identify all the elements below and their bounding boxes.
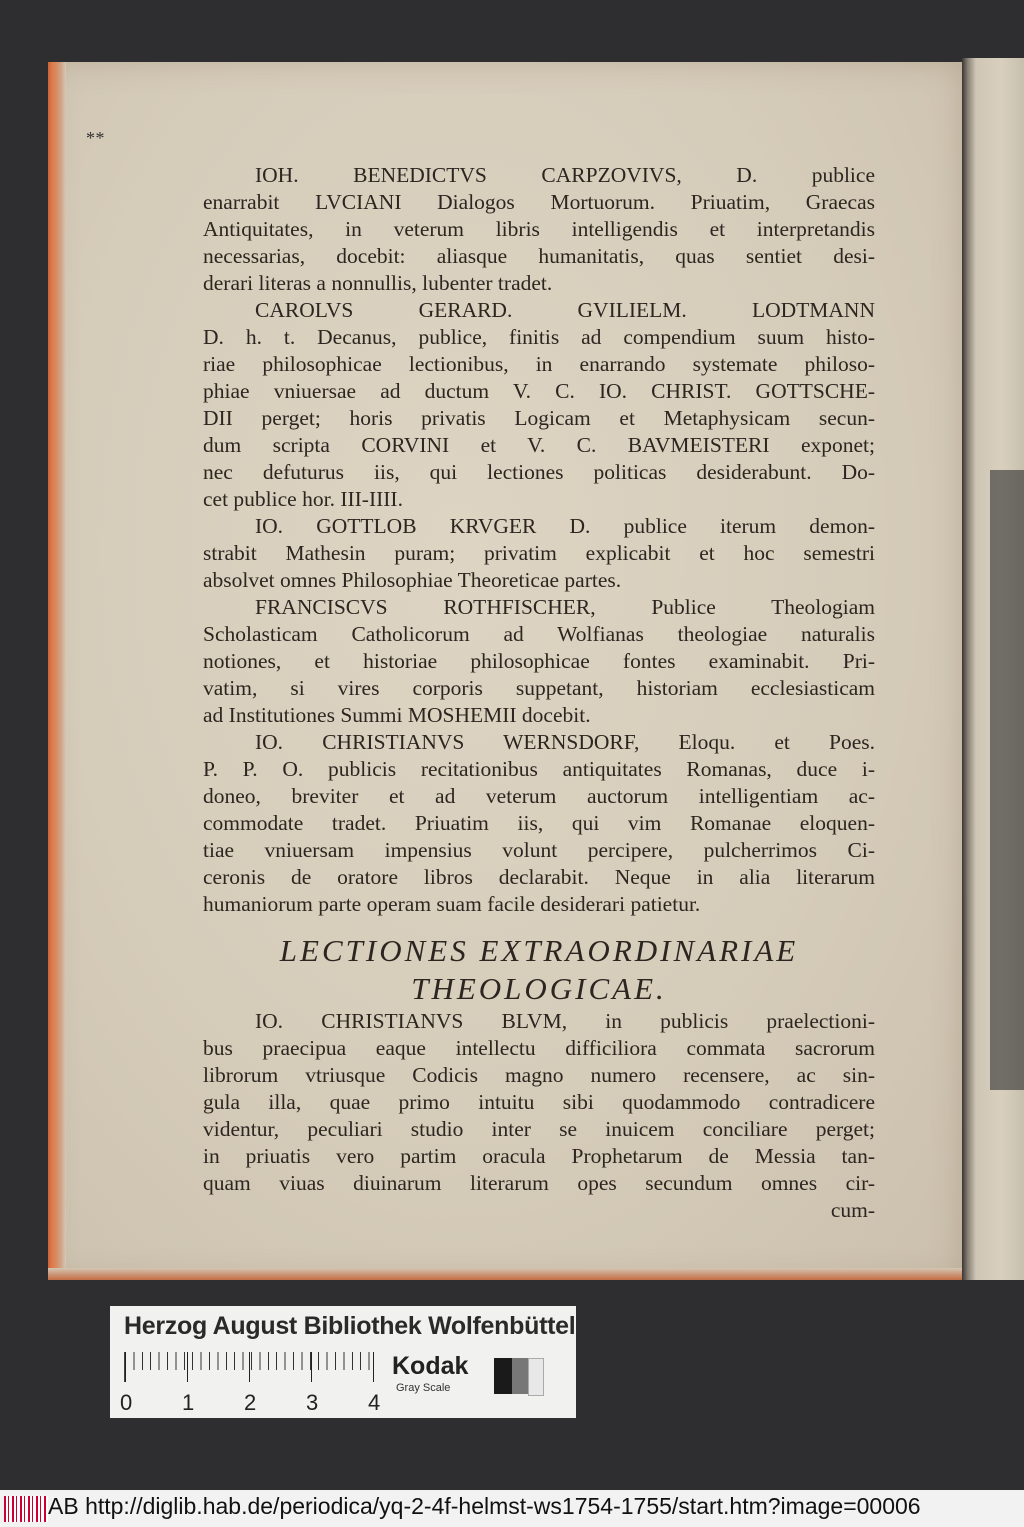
text-line: tiae vniuersam impensius volunt percipere, pulcherrimos Ci- <box>203 838 875 862</box>
source-url-bar <box>0 1490 1024 1527</box>
text-line: D. h. t. Decanus, publice, finitis ad compendium suum histo- <box>203 325 875 349</box>
text-line: enarrabit LVCIANI Dialogos Mortuorum. Priuatim, Graecas <box>203 190 875 214</box>
card-title: Herzog August Bibliothek Wolfenbüttel <box>124 1312 576 1340</box>
gray-swatch-white <box>528 1358 544 1396</box>
text-line: Antiquitates, in veterum libris intelligendis et interpretandis <box>203 217 875 241</box>
text-line: IO. GOTTLOB KRVGER D. publice iterum demon- <box>255 514 875 538</box>
text-line: gula illa, quae primo intuitu sibi quodammodo contradicere <box>203 1090 875 1114</box>
ruler-tick <box>249 1352 250 1382</box>
text-line: in priuatis vero partim oracula Prophetarum de Messia tan- <box>203 1144 875 1168</box>
barcode-icon <box>4 1496 48 1522</box>
text-line: bus praecipua eaque intellectu difficiliora commata sacrorum <box>203 1036 875 1060</box>
text-line: ceronis de oratore libros declarabit. Neque in alia literarum <box>203 865 875 889</box>
scale-ruler <box>124 1352 377 1382</box>
text-line: Scholasticam Catholicorum ad Wolfianas theologiae naturalis <box>203 622 875 646</box>
source-url-link[interactable]: AB http://diglib.hab.de/periodica/yq-2-4f-helmst-ws1754-1755/start.htm?image=00006 <box>48 1493 921 1519</box>
gray-swatch-mid <box>512 1358 528 1394</box>
section-heading-line-2: THEOLOGICAE. <box>411 971 667 1006</box>
gray-scale-label: Gray Scale <box>396 1382 451 1394</box>
page-bottom-edge <box>48 1268 962 1280</box>
gray-swatch-black <box>494 1358 512 1394</box>
text-block-theology <box>203 1008 875 1224</box>
color-calibration-card <box>110 1306 576 1418</box>
text-line: commodate tradet. Priuatim iis, qui vim Romanae eloquen- <box>203 811 875 835</box>
text-line: IO. CHRISTIANVS BLVM, in publicis praelectioni- <box>255 1009 875 1033</box>
text-line: DII perget; horis privatis Logicam et Metaphysicam secun- <box>203 406 875 430</box>
page-mark: * * <box>86 128 103 148</box>
scale-number: 2 <box>244 1390 257 1415</box>
text-line: cet publice hor. III-IIII. <box>203 487 403 511</box>
text-line: FRANCISCVS ROTHFISCHER, Publice Theologiam <box>255 595 875 619</box>
ruler-tick <box>373 1352 374 1382</box>
text-line: CAROLVS GERARD. GVILIELM. LODTMANN <box>255 298 875 322</box>
text-line: riae philosophicae lectionibus, in enarrando systemate philoso- <box>203 352 875 376</box>
text-line: necessarias, docebit: aliasque humanitatis, quas sentiet desi- <box>203 244 875 268</box>
scale-number: 3 <box>306 1390 319 1415</box>
section-gap <box>203 918 875 932</box>
text-line: cum- <box>830 1198 875 1222</box>
scale-number: 1 <box>182 1390 195 1415</box>
scale-number: 4 <box>368 1390 381 1415</box>
text-line: IOH. BENEDICTVS CARPZOVIVS, D. publice <box>255 163 875 187</box>
text-line: IO. CHRISTIANVS WERNSDORF, Eloqu. et Poes. <box>255 730 875 754</box>
text-line: strabit Mathesin puram; privatim explicabit et hoc semestri <box>203 541 875 565</box>
text-line: nec defuturus iis, qui lectiones politicas desiderabunt. Do- <box>203 460 875 484</box>
ruler-tick <box>125 1352 126 1382</box>
text-line: videntur, peculiari studio inter se inuicem conciliare perget; <box>203 1117 875 1141</box>
scale-number: 0 <box>120 1390 133 1415</box>
ruler-tick <box>187 1352 188 1382</box>
page-text <box>203 162 875 1224</box>
text-line: humaniorum parte operam suam facile desiderari patietur. <box>203 892 701 916</box>
facing-page-shadow <box>990 470 1024 1090</box>
section-heading-line-1: LECTIONES EXTRAORDINARIAE <box>279 933 799 968</box>
text-line: doneo, breviter et ad veterum auctorum intelligentiam ac- <box>203 784 875 808</box>
text-line: librorum vtriusque Codicis magno numero recensere, ac sin- <box>203 1063 875 1087</box>
page-red-edge <box>48 62 66 1280</box>
ruler-tick <box>311 1352 312 1382</box>
text-line: notiones, et historiae philosophicae fontes examinabit. Pri- <box>203 649 875 673</box>
text-block-philosophy <box>203 162 875 918</box>
text-line: vatim, si vires corporis suppetant, historiam ecclesiasticam <box>203 676 875 700</box>
text-line: quam viuas diuinarum literarum opes secundum omnes cir- <box>203 1171 875 1195</box>
text-line: phiae vniuersae ad ductum V. C. IO. CHRIST. GOTTSCHE- <box>203 379 875 403</box>
text-line: P. P. O. publicis recitationibus antiquitates Romanas, duce i- <box>203 757 875 781</box>
text-line: dum scripta CORVINI et V. C. BAVMEISTERI exponet; <box>203 433 875 457</box>
text-line: ad Institutiones Summi MOSHEMII docebit. <box>203 703 591 727</box>
text-line: absolvet omnes Philosophiae Theoreticae partes. <box>203 568 622 592</box>
text-line: derari literas a nonnullis, lubenter tradet. <box>203 271 553 295</box>
kodak-logo: Kodak <box>392 1352 469 1380</box>
